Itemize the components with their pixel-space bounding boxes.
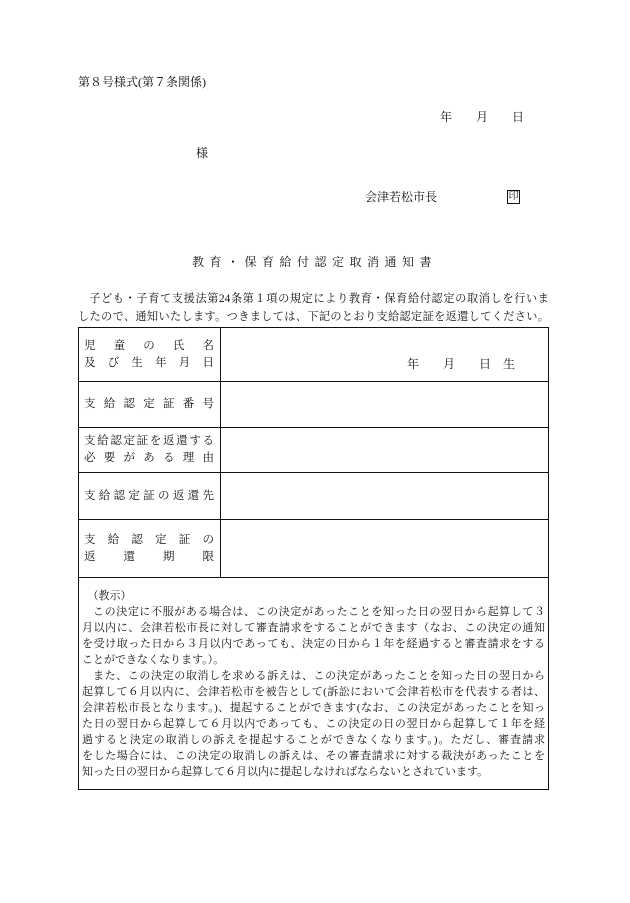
row-label-line: 支給認定証の xyxy=(84,533,214,546)
row-label-line: 必要がある理由 xyxy=(84,452,214,464)
row-certificate-number xyxy=(79,382,548,428)
notice-heading: （教示） xyxy=(87,590,132,602)
intro-paragraph xyxy=(78,290,549,326)
date-line: 年 月 日 xyxy=(440,110,525,124)
notice-line: をした場合には、この決定の取消しの訴えは、その審査請求に対する裁決があったことを xyxy=(82,750,545,762)
return-reason-field xyxy=(221,428,548,472)
notice-line: た日の翌日から起算して６月以内であっても、この決定の日の翌日から起算して１年を経 xyxy=(82,718,545,730)
row-label-line: 返還期限 xyxy=(84,550,214,563)
notice-line: この決定に不服がある場合は、この決定があったことを知った日の翌日から起算して３ xyxy=(93,606,545,618)
row-label-line: 児童の氏名 xyxy=(84,339,214,352)
form-table xyxy=(78,327,549,790)
form-number: 第８号様式(第７条関係) xyxy=(78,75,206,89)
row-label-line: 支給認定証番号 xyxy=(84,398,214,410)
intro-line: したので、通知いたします。つきましては、下記のとおり支給認定証を返還してください。 xyxy=(78,311,549,323)
return-destination-field xyxy=(221,473,548,519)
addressee-suffix: 様 xyxy=(196,146,209,160)
certificate-number-field xyxy=(221,382,548,427)
notice-line: 過すると決定の取消しの訴えを提起することができなくなります。)。ただし、審査請求 xyxy=(82,734,545,746)
row-return-destination xyxy=(79,473,548,520)
notice-line: また、この決定の取消しを求める訴えは、この決定があったことを知った日の翌日から xyxy=(93,670,545,682)
row-label xyxy=(79,328,221,381)
notice-line: 知った日の翌日から起算して６月以内に提起しなければならないとされています。 xyxy=(82,766,489,778)
row-label-line: 及び生年月日 xyxy=(84,356,214,369)
notice-line: を受け取った日から３月以内であっても、決定の日から１年を経過すると審査請求をする xyxy=(82,638,545,650)
notice-line: ことができなくなります。）。 xyxy=(82,654,225,666)
row-return-deadline xyxy=(79,520,548,578)
row-label xyxy=(79,428,221,472)
birthdate-placeholder: 年 月 日 生 xyxy=(407,357,516,371)
notice-line: 月以内に、会津若松市長に対して審査請求をすることができます（なお、この決定の通知 xyxy=(82,622,545,634)
row-label xyxy=(79,473,221,519)
appeal-notice xyxy=(79,578,548,789)
notice-line: 起算して６月以内に、会津若松市を被告として(訴訟において会津若松市を代表する者は、 xyxy=(82,686,545,698)
issuer-name: 会津若松市長 xyxy=(365,190,438,204)
seal-box: 印 xyxy=(508,191,519,202)
row-child-name-birthdate xyxy=(79,328,548,382)
child-name-birthdate-field xyxy=(221,328,548,381)
row-label xyxy=(79,520,221,577)
notice-line: 会津若松市長となります。)、提起することができます(なお、この決定があったことを知っ xyxy=(82,702,545,714)
row-return-reason xyxy=(79,428,548,473)
row-label-line: 支給認定証を返還する xyxy=(84,435,214,447)
row-label xyxy=(79,382,221,427)
row-label-line: 支給認定証の返還先 xyxy=(84,489,214,502)
return-deadline-field xyxy=(221,520,548,577)
intro-line: 子ども・子育て支援法第24条第１項の規定により教育・保育給付認定の取消しを行いま xyxy=(89,293,549,305)
document-title: 教育・保育給付認定取消通知書 xyxy=(192,255,438,269)
